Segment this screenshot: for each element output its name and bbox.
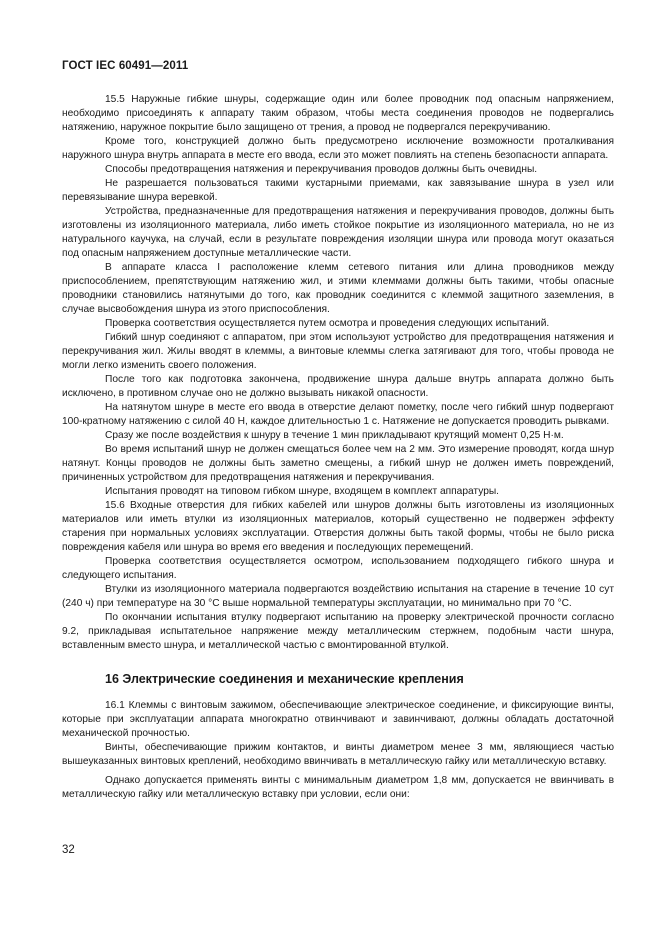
- paragraph: По окончании испытания втулку подвергают испытанию на проверку электрической прочности согласно 9.2, прикладывая испытательное напряжение между металлическим стержнем, подобным части шнура, вставленным вместо шнура, и металлической частью с вмонтированной втулкой.: [62, 612, 614, 651]
- paragraph-15-5: 15.5 Наружные гибкие шнуры, содержащие один или более проводник под опасным напряжением, необходимо присоединять к аппарату таким образом, чтобы места соединения проводов не подвергались натяжению, наружное покрытие было защищено от трения, а провод не подвергался перекручиванию.: [62, 94, 614, 133]
- paragraph: Гибкий шнур соединяют с аппаратом, при этом используют устройство для предотвращения натяжения и перекручивания жил. Жилы вводят в клеммы, а винтовые клеммы слегка затягивают для того, чтобы провода не могли легко изменить своего положения.: [62, 332, 614, 371]
- paragraph: Однако допускается применять винты с минимальным диаметром 1,8 мм, допускается не ввинчивать в металлическую гайку или металлическую вставку при условии, если они:: [62, 775, 614, 800]
- paragraph-16-1: 16.1 Клеммы с винтовым зажимом, обеспечивающие электрическое соединение, и фиксирующие винты, которые при эксплуатации аппарата многократно отвинчивают и завинчивают, должны обладать достаточной механической прочностью.: [62, 700, 614, 739]
- paragraph: Сразу же после воздействия к шнуру в течение 1 мин прикладывают крутящий момент 0,25 Н·м.: [105, 430, 564, 441]
- paragraph: Проверка соответствия осуществляется путем осмотра и проведения следующих испытаний.: [105, 318, 550, 329]
- paragraph: Не разрешается пользоваться такими кустарными приемами, как завязывание шнура в узел или перевязывание шнура веревкой.: [62, 178, 614, 203]
- page-number: 32: [62, 844, 75, 856]
- document-body: [62, 93, 614, 802]
- paragraph-15-6: 15.6 Входные отверстия для гибких кабелей или шнуров должны быть изготовлены из изоляционных материалов или иметь втулки из изоляционных материалов, который существенно не подвержен эффекту старения при нормальных условиях эксплуатации. Отверстия должны быть такой формы, чтобы не было риска повреждения кабеля или шнура во время его введения и последующих перемещений.: [62, 500, 614, 553]
- paragraph: Втулки из изоляционного материала подвергаются воздействию испытания на старение в течение 10 сут (240 ч) при температуре на 30 °С выше нормальной температуры эксплуатации, но минимально при 70 °С.: [62, 584, 614, 609]
- paragraph: Способы предотвращения натяжения и перекручивания проводов должны быть очевидны.: [105, 164, 538, 175]
- paragraph: Испытания проводят на типовом гибком шнуре, входящем в комплект аппаратуры.: [105, 486, 500, 497]
- paragraph: Винты, обеспечивающие прижим контактов, и винты диаметром менее 3 мм, являющиеся частью вышеуказанных винтовых креплений, необходимо ввинчивать в металлическую гайку или металлическую вставку.: [62, 742, 614, 767]
- paragraph: Кроме того, конструкцией должно быть предусмотрено исключение возможности проталкивания наружного шнура внутрь аппарата в месте его ввода, если это может повлиять на степень безопасности аппарата.: [62, 136, 614, 161]
- paragraph: Во время испытаний шнур не должен смещаться более чем на 2 мм. Это измерение проводят, когда шнур натянут. Концы проводов не должны быть заметно смещены, а гибкий шнур не должен иметь повреждений, причиненных устройством для предотвращения натяжения и перекручивания.: [62, 444, 614, 483]
- paragraph: Устройства, предназначенные для предотвращения натяжения и перекручивания проводов, должны быть изготовлены из изоляционного материала, либо иметь стойкое покрытие из изоляционного материала, но не из натурального каучука, на случай, если в результате повреждения изоляции шнура или провода могут оказаться под опасным напряжением доступные металлические части.: [62, 206, 614, 259]
- section-16-heading: 16 Электрические соединения и механические крепления: [105, 672, 464, 686]
- paragraph: Проверка соответствия осуществляется осмотром, использованием подходящего гибкого шнура и следующего испытания.: [62, 556, 614, 581]
- paragraph: В аппарате класса I расположение клемм сетевого питания или длина проводников между приспособлением, препятствующим натяжению жил, и этими клеммами должны быть такими, чтобы опасные проводники становились натянутыми до того, как проводник соединится с клеммой защитного заземления, в случае высвобождения шнура из этого приспособления.: [62, 262, 614, 315]
- paragraph: На натянутом шнуре в месте его ввода в отверстие делают пометку, после чего гибкий шнур подвергают 100-кратному натяжению с силой 40 Н, каждое длительностью 1 с. Натяжение не допускается проводить рывками.: [62, 402, 614, 427]
- paragraph: После того как подготовка закончена, продвижение шнура дальше внутрь аппарата должно быть исключено, в противном случае оно не должно вызывать никакой опасности.: [62, 374, 614, 399]
- standard-header: ГОСТ IEC 60491—2011: [62, 60, 189, 72]
